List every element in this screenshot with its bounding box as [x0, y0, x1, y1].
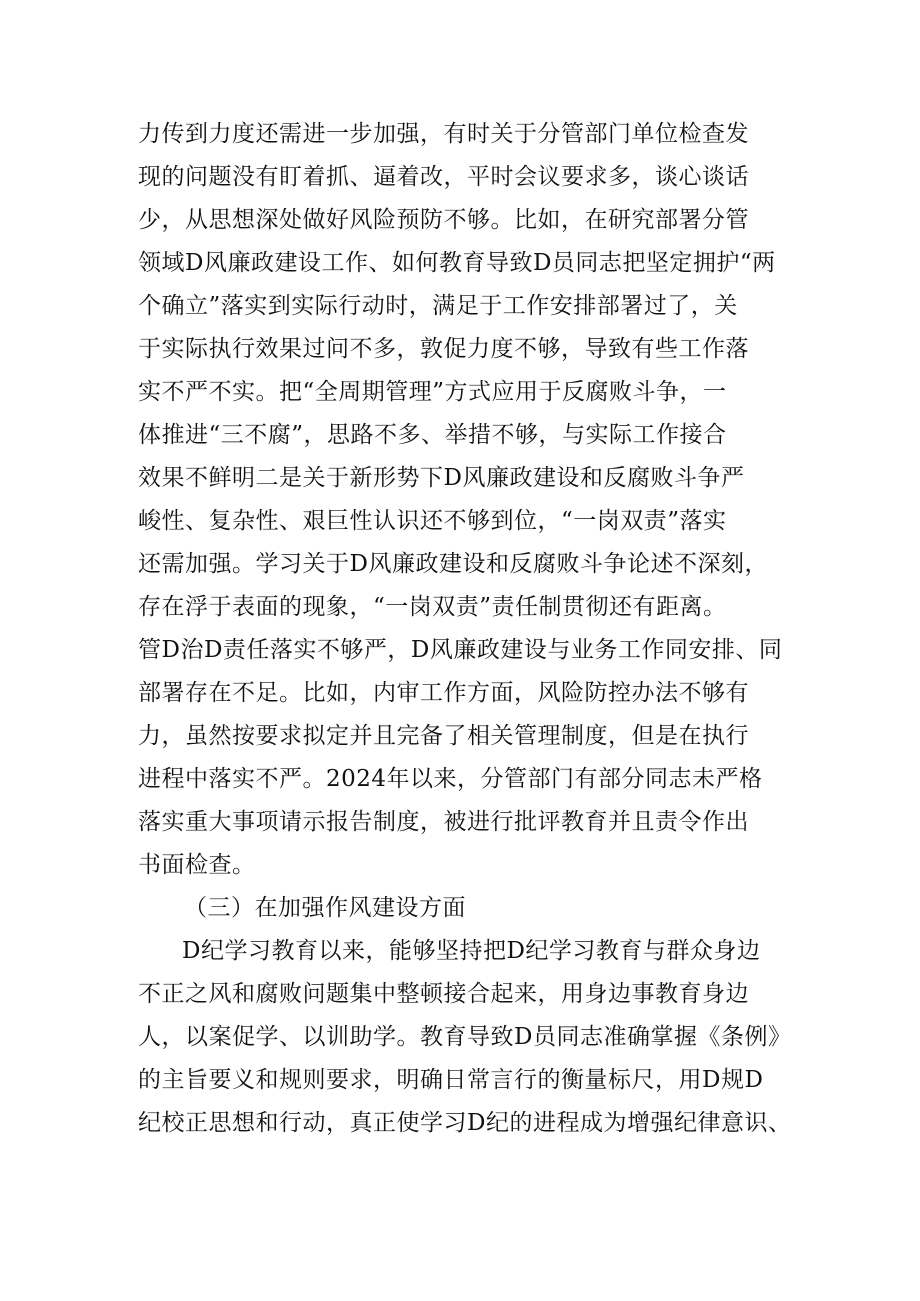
text-line: 管D治D责任落实不够严，D风廉政建设与业务工作同安排、同: [138, 637, 783, 663]
text-line: 少，从思想深处做好风险预防不够。比如，在研究部署分管: [138, 207, 749, 233]
text-line: 进程中落实不严。2024年以来，分管部门有部分同志未严格: [138, 766, 763, 792]
text-line: 个确立”落实到实际行动时，满足于工作安排部署过了，关: [138, 293, 738, 319]
text-line: 峻性、复杂性、艰巨性认识还不够到位，“一岗双责”落实: [138, 508, 727, 534]
text-line: 效果不鲜明二是关于新形势下D风廉政建设和反腐败斗争严: [138, 465, 745, 491]
text-line: 力传到力度还需进一步加强，有时关于分管部门单位检查发: [138, 121, 749, 147]
text-line: 书面检查。: [138, 852, 256, 878]
text-line: 体推进“三不腐”，思路不多、举措不够，与实际工作接合: [138, 422, 727, 448]
text-line: 实不严不实。把“全周期管理”方式应用于反腐败斗争，一: [138, 379, 727, 405]
text-line: 现的问题没有盯着抓、逼着改，平时会议要求多，谈心谈话: [138, 164, 749, 190]
text-line: 领域D风廉政建设工作、如何教育导致D员同志把坚定拥护“两: [138, 250, 776, 276]
text-line: 不正之风和腐败问题集中整顿接合起来，用身边事教育身边: [138, 981, 749, 1007]
paragraph-first-line: D纪学习教育以来，能够坚持把D纪学习教育与群众身边: [182, 938, 761, 964]
document-body: [138, 113, 792, 1145]
text-line: 落实重大事项请示报告制度，被进行批评教育并且责令作出: [138, 809, 749, 835]
text-line: 于实际执行效果过问不多，敦促力度不够，导致有些工作落: [138, 336, 749, 362]
section-heading: （三）在加强作风建设方面: [184, 895, 466, 921]
text-line: 纪校正思想和行动，真正使学习D纪的进程成为增强纪律意识、: [138, 1110, 792, 1136]
text-line: 还需加强。学习关于D风廉政建设和反腐败斗争论述不深刻，: [138, 551, 768, 577]
text-line: 力，虽然按要求拟定并且完备了相关管理制度，但是在执行: [138, 723, 749, 749]
text-line: 的主旨要义和规则要求，明确日常言行的衡量标尺，用D规D: [138, 1067, 764, 1093]
text-line: 存在浮于表面的现象，“一岗双责”责任制贯彻还有距离。: [138, 594, 727, 620]
text-line: 人，以案促学、以训助学。教育导致D员同志准确掌握《条例》: [138, 1024, 792, 1050]
text-line: 部署存在不足。比如，内审工作方面，风险防控办法不够有: [138, 680, 749, 706]
